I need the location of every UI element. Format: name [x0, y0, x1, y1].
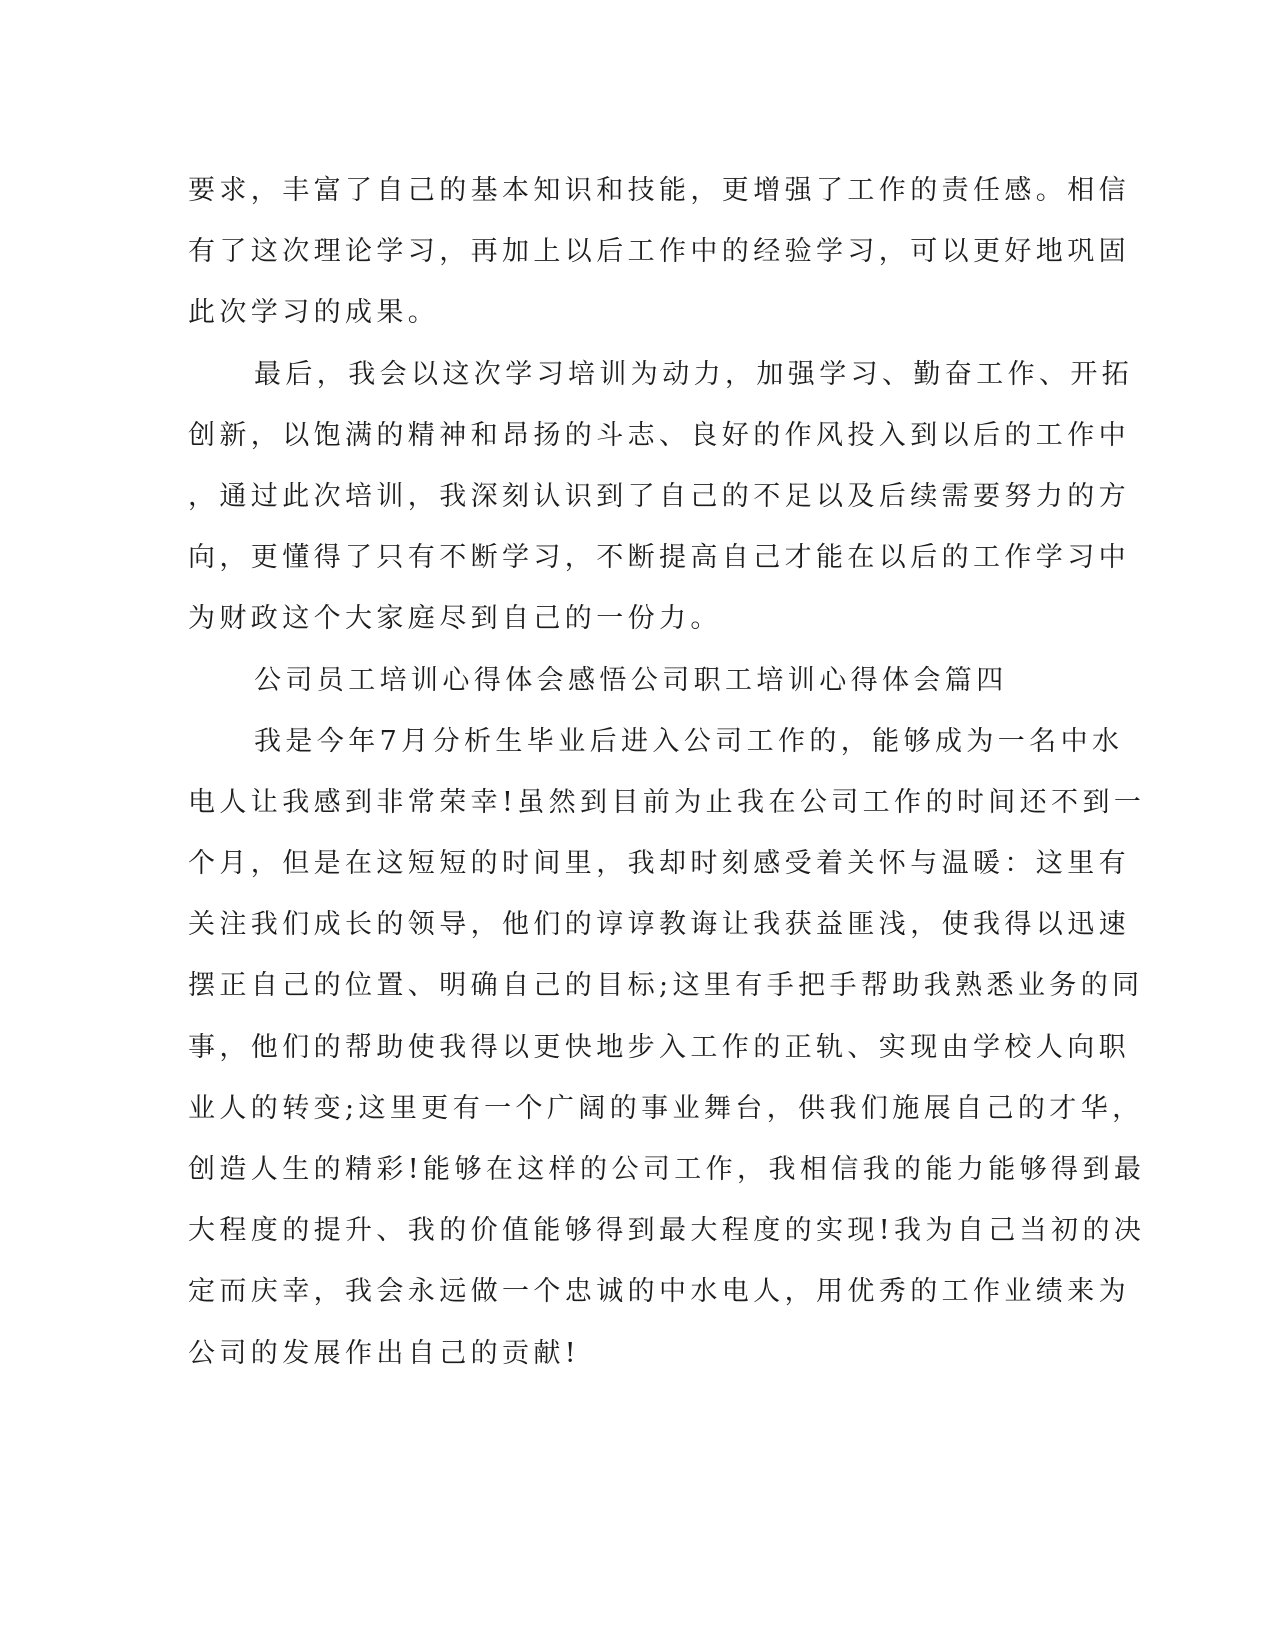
paragraph-line: 电人让我感到非常荣幸!虽然到目前为止我在公司工作的时间还不到一 — [188, 786, 1146, 818]
paragraph-line: ，通过此次培训，我深刻认识到了自己的不足以及后续需要努力的方 — [188, 480, 1130, 512]
paragraph-line: 事，他们的帮助使我得以更快地步入工作的正轨、实现由学校人向职 — [188, 1031, 1130, 1063]
paragraph-line: 最后，我会以这次学习培训为动力，加强学习、勤奋工作、开拓 — [254, 358, 1134, 390]
paragraph-line: 个月，但是在这短短的时间里，我却时刻感受着关怀与温暖：这里有 — [188, 848, 1130, 880]
paragraph-line: 向，更懂得了只有不断学习，不断提高自己才能在以后的工作学习中 — [188, 542, 1130, 574]
paragraph-line: 定而庆幸，我会永远做一个忠诚的中水电人，用优秀的工作业绩来为 — [188, 1276, 1130, 1308]
paragraph-line: 公司的发展作出自己的贡献! — [188, 1337, 581, 1369]
section-heading: 公司员工培训心得体会感悟公司职工培训心得体会篇四 — [254, 664, 1008, 696]
paragraph-line: 创新，以饱满的精神和昂扬的斗志、良好的作风投入到以后的工作中 — [188, 419, 1130, 451]
paragraph-line: 要求，丰富了自己的基本知识和技能，更增强了工作的责任感。相信 — [188, 175, 1130, 206]
paragraph-line: 摆正自己的位置、明确自己的目标;这里有手把手帮助我熟悉业务的同 — [188, 970, 1144, 1002]
paragraph-line: 我是今年7月分析生毕业后进入公司工作的，能够成为一名中水 — [254, 725, 1124, 757]
paragraph-line: 创造人生的精彩!能够在这样的公司工作，我相信我的能力能够得到最 — [188, 1154, 1146, 1185]
document-body — [188, 160, 1146, 1384]
paragraph-line: 有了这次理论学习，再加上以后工作中的经验学习，可以更好地巩固 — [188, 236, 1130, 268]
paragraph-line: 此次学习的成果。 — [188, 297, 440, 329]
paragraph-line: 关注我们成长的领导，他们的谆谆教诲让我获益匪浅，使我得以迅速 — [188, 909, 1130, 941]
paragraph-line: 业人的转变;这里更有一个广阔的事业舞台，供我们施展自己的才华， — [188, 1092, 1144, 1124]
paragraph-line: 为财政这个大家庭尽到自己的一份力。 — [188, 603, 722, 635]
paragraph-line: 大程度的提升、我的价值能够得到最大程度的实现!我为自己当初的决 — [188, 1215, 1146, 1247]
